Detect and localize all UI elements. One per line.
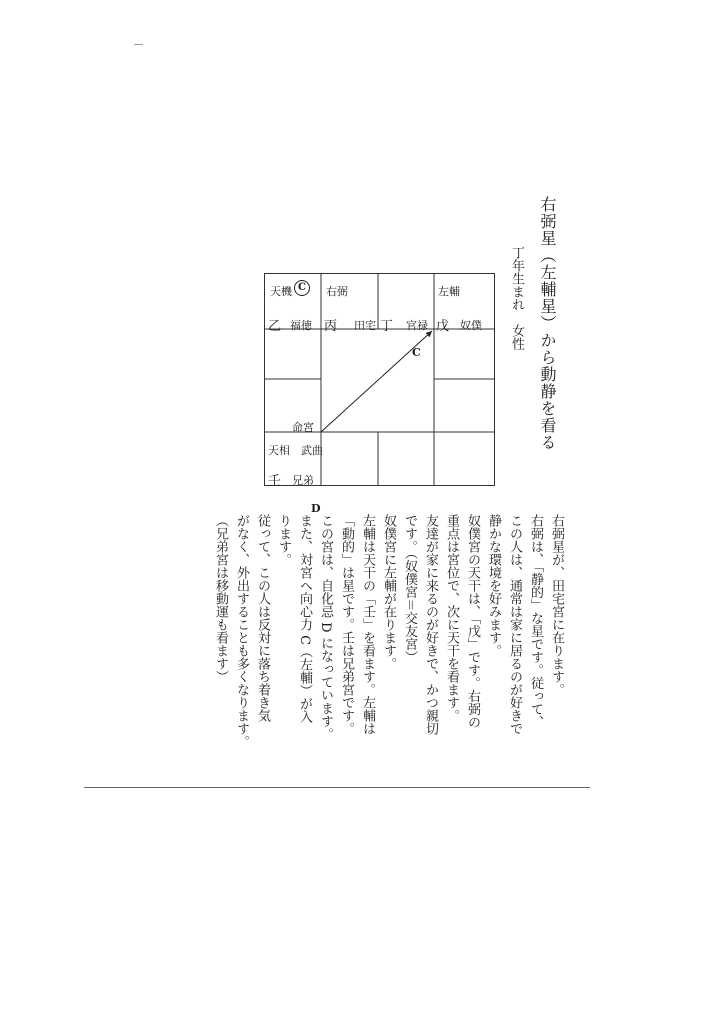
body-text [210, 514, 567, 784]
body-line: 友達が家に来るのが好きで、かつ親切 [423, 514, 438, 735]
cell-stars: 天相 武曲 [268, 444, 323, 457]
body-line: （兄弟宮は移動運も看ます） [213, 514, 228, 683]
body-line: 「動的」は星です。壬は兄弟宮です。 [339, 514, 354, 735]
body-line: がなく、外出することも多くなります。 [234, 514, 249, 748]
body-line: 奴僕宮の天干は、「戊」です。右弼の [465, 514, 480, 729]
body-line: ります。 [276, 514, 291, 566]
body-line: 左輔は天干の「壬」を看ます。左輔は [360, 514, 375, 735]
page-rule [84, 787, 590, 788]
page-subtitle: 丁年生まれ 女性 [509, 246, 524, 350]
cell-palace: 兄弟 [292, 474, 314, 487]
body-line: です。（奴僕宮＝交友宮） [402, 514, 417, 664]
cell-stars: 左輔 [438, 285, 460, 298]
marker-c-circle: C [294, 280, 310, 296]
cell-stars: 右弼 [326, 285, 348, 298]
body-line: この人は、通常は家に居るのが好きで [507, 514, 522, 735]
cell-stars: 天機 [270, 285, 292, 298]
cell-palace: 官禄 [406, 319, 428, 332]
cell-palace: 命宮 [292, 421, 314, 434]
arrow-c-label: C [412, 346, 421, 359]
cell-palace: 福徳 [290, 319, 312, 332]
body-line: 従って、この人は反対に落ち着き気 [255, 514, 270, 722]
cell-stem: 丁 [380, 319, 394, 334]
body-line: 奴僕宮に左輔が在ります。 [381, 514, 396, 670]
body-line: この宮は、自化忌 D になっています。 [318, 514, 333, 741]
cell-stem: 壬 [268, 474, 282, 489]
cell-palace: 奴僕 [460, 319, 482, 332]
cell-stem: 戊 [436, 319, 450, 334]
body-line: また、対宮へ向心力 C（左輔）が入 [297, 514, 312, 724]
body-line: 静かな環境を好みます。 [486, 514, 501, 657]
page-title: 右弼星（左輔星）から動静を看る [538, 196, 557, 451]
cell-stem: 丙 [324, 319, 338, 334]
cell-palace: 田宅 [354, 319, 376, 332]
body-line: 重点は宮位で、次に天干を看ます。 [444, 514, 459, 722]
scan-mark [134, 44, 143, 45]
cell-stem: 乙 [268, 319, 282, 334]
body-line: 右弼星が、田宅宮に在ります。 [549, 514, 564, 696]
arrow-d-label: D [311, 502, 321, 515]
body-line: 右弼は、「静的」な星です。従って、 [528, 514, 543, 729]
